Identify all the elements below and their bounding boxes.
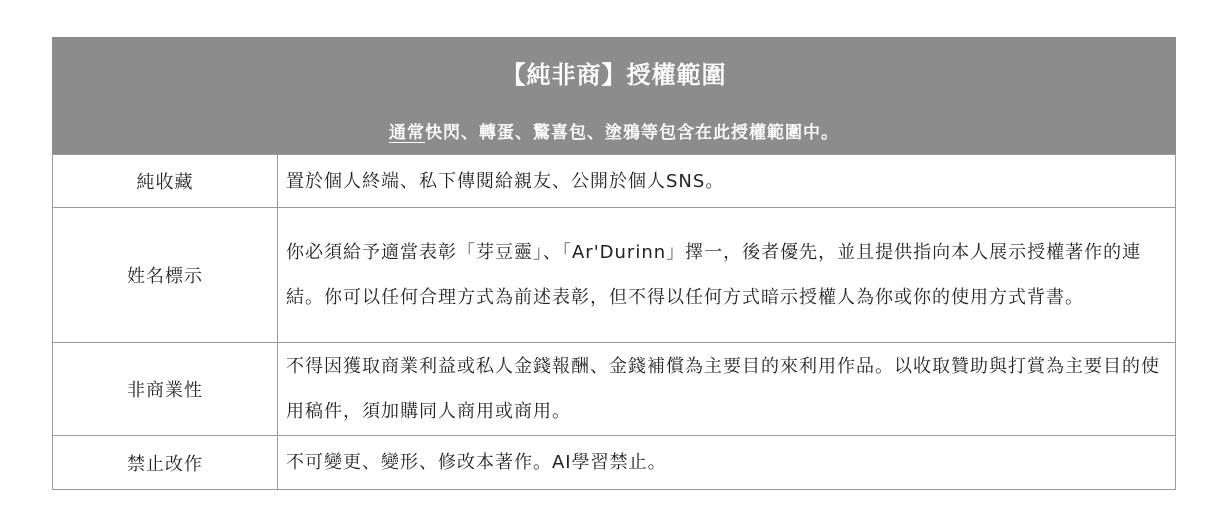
license-header bbox=[52, 37, 1176, 154]
subtitle-text: 快閃、轉蛋、驚喜包、塗鴉等包含在此授權範圍中。 bbox=[425, 123, 839, 143]
row-label: 非商業性 bbox=[53, 343, 278, 436]
license-table bbox=[52, 154, 1176, 490]
table-row-collection bbox=[53, 155, 1176, 208]
row-text: 不可變更、變形、修改本著作。AI學習禁止。 bbox=[278, 436, 1176, 490]
row-label: 純收藏 bbox=[53, 155, 278, 208]
table-row-noncommercial bbox=[53, 343, 1176, 436]
row-text: 不得因獲取商業利益或私人金錢報酬、金錢補償為主要目的來利用作品。以收取贊助與打賞為主要目的使用稿件，須加購同人商用或商用。 bbox=[278, 343, 1176, 436]
row-text: 你必須給予適當表彰「芽豆靈」、「Ar'Durinn」擇一，後者優先，並且提供指向本人展示授權著作的連結。你可以任何合理方式為前述表彰，但不得以任何方式暗示授權人為你或你的使用方式背書。 bbox=[278, 208, 1176, 343]
subtitle-emphasis: 通常 bbox=[389, 123, 425, 143]
license-subtitle bbox=[52, 118, 1176, 143]
row-label: 姓名標示 bbox=[53, 208, 278, 343]
row-label: 禁止改作 bbox=[53, 436, 278, 490]
license-title: 【純非商】授權範圍 bbox=[501, 61, 727, 89]
license-card bbox=[52, 37, 1176, 490]
table-row-no-derivatives bbox=[53, 436, 1176, 490]
row-text: 置於個人終端、私下傳閱給親友、公開於個人SNS。 bbox=[278, 155, 1176, 208]
table-row-attribution bbox=[53, 208, 1176, 343]
